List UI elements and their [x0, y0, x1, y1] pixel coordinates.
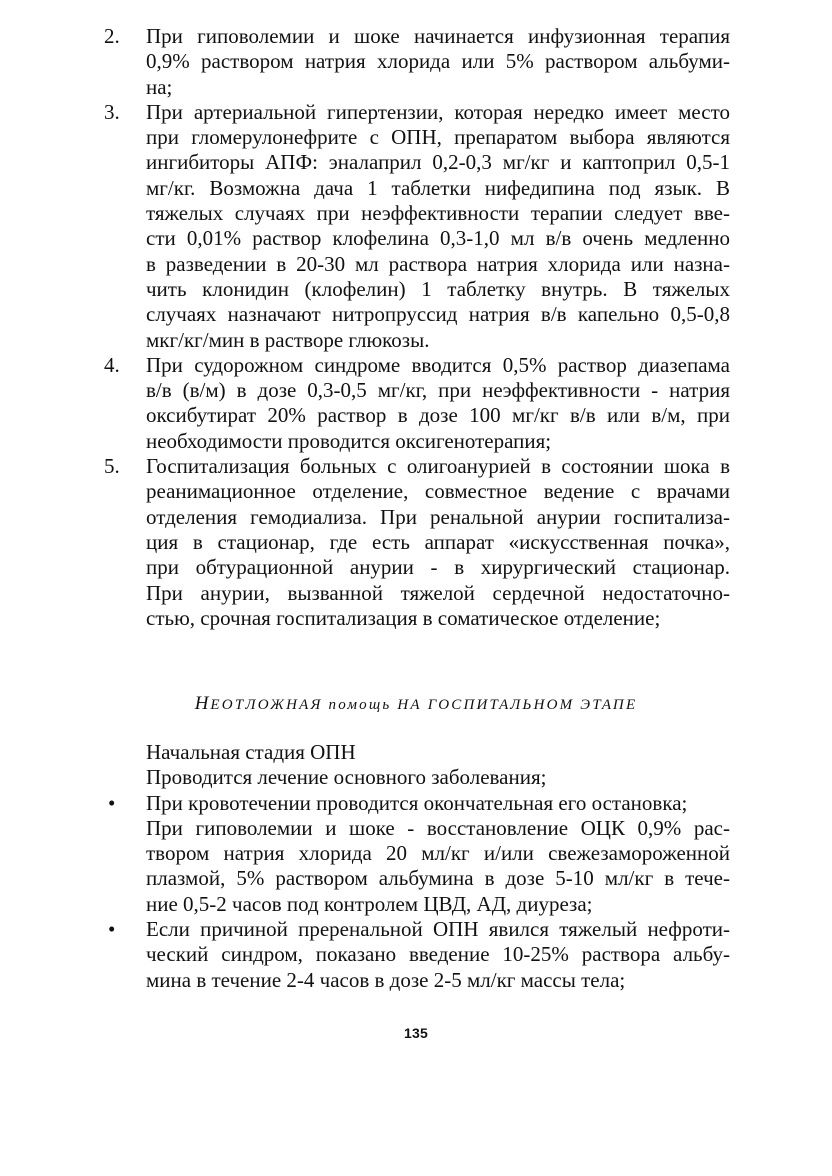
stage-intro: Проводится лечение основного заболевания; — [146, 765, 547, 790]
text-line: в/в (в/м) в дозе 0,3-0,5 мг/кг, при неэффективности - натрия — [146, 378, 730, 403]
text-line: реанимационное отделение, совместное ведение с врачами — [146, 479, 730, 504]
hospital-stage-block — [104, 740, 730, 993]
text-line: При гиповолемии и шоке - восстановление ОЦК 0,9% рас- — [146, 815, 730, 840]
list-marker: 4. — [104, 352, 120, 377]
text-line: плазмой, 5% раствором альбумина в дозе 5-10 мл/кг в тече- — [146, 866, 730, 891]
bullet-item-2 — [104, 917, 730, 993]
list-item-text — [146, 100, 730, 353]
text-line: случаях назначают нитропруссид натрия в/в капельно 0,5-0,8 — [146, 302, 730, 327]
text-line: ние 0,5-2 часов под контролем ЦВД, АД, диуреза; — [146, 891, 593, 916]
list-marker: 2. — [104, 24, 120, 48]
text-line: отделения гемодиализа. При ренальной анурии госпитализа- — [146, 504, 730, 529]
text-line: тяжелых случаях при неэффективности терапии следует вве- — [146, 201, 730, 226]
bullet-marker: • — [108, 917, 116, 942]
list-item-text — [146, 454, 730, 631]
text-line: чить клонидин (клофелин) 1 таблетку внутрь. В тяжелых — [146, 276, 730, 301]
section-heading — [0, 694, 832, 715]
text-line: необходимости проводится оксигенотерапия; — [146, 428, 552, 453]
heading-part-2: помощь — [328, 697, 392, 713]
text-line: 0,9% раствором натрия хлорида или 5% раствором альбуми- — [146, 49, 730, 74]
text-line: мина в течение 2-4 часов в дозе 2-5 мл/кг массы тела; — [146, 967, 626, 992]
list-item-5 — [104, 454, 730, 631]
text-line: на; — [146, 74, 173, 99]
text-line: Если причиной преренальной ОПН явился тяжелый нефроти- — [146, 917, 730, 942]
heading-part-3: НА ГОСПИТАЛЬНОМ ЭТАПЕ — [397, 697, 638, 713]
text-line: оксибутират 20% раствор в дозе 100 мг/кг в/в или в/м, при — [146, 403, 730, 428]
bullet-marker: • — [108, 790, 116, 815]
text-line: При судорожном синдроме вводится 0,5% раствор диазепама — [146, 352, 730, 377]
numbered-list — [104, 24, 730, 631]
text-line: ция в стационар, где есть аппарат «искусственная почка», — [146, 529, 730, 554]
page-number: 135 — [404, 1025, 428, 1041]
list-item-3 — [104, 100, 730, 353]
text-line: твором натрия хлорида 20 мл/кг и/или свежезамороженной — [146, 841, 730, 866]
text-line: При анурии, вызванной тяжелой сердечной недостаточно- — [146, 580, 730, 605]
list-item-text — [146, 24, 730, 100]
text-line: при гломерулонефрите с ОПН, препаратом выбора являются — [146, 125, 730, 150]
stage-title: Начальная стадия ОПН — [146, 740, 356, 764]
heading-part-1: ЕОТЛОЖНАЯ — [210, 697, 323, 713]
list-marker: 5. — [104, 454, 120, 479]
text-line: мг/кг. Возможна дача 1 таблетки нифедипина под язык. В — [146, 175, 730, 200]
list-item-text — [146, 353, 730, 454]
continuation-paragraph — [104, 816, 730, 917]
text-line: При артериальной гипертензии, которая нередко имеет место — [146, 99, 730, 124]
bullet-item-1 — [104, 791, 730, 816]
bullet-text — [146, 917, 730, 993]
text-line: сти 0,01% раствор клофелина 0,3-1,0 мл в/в очень медленно — [146, 226, 730, 251]
text-line: При гиповолемии и шоке начинается инфузионная терапия — [146, 24, 730, 48]
text-line: ингибиторы АПФ: эналаприл 0,2-0,3 мг/кг и каптоприл 0,5-1 — [146, 150, 730, 175]
list-item-2 — [104, 24, 730, 100]
text-line: При кровотечении проводится окончательная его остановка; — [146, 790, 688, 815]
text-line: ческий синдром, показано введение 10-25% раствора альбу- — [146, 942, 730, 967]
bullet-text — [146, 791, 730, 816]
list-marker: 3. — [104, 99, 120, 124]
text-line: Госпитализация больных с олигоанурией в состоянии шока в — [146, 454, 730, 479]
text-line: мкг/кг/мин в растворе глюкозы. — [146, 327, 430, 352]
text-line: при обтурационной анурии - в хирургический стационар. — [146, 555, 730, 580]
list-item-4 — [104, 353, 730, 454]
heading-initial: Н — [194, 693, 211, 714]
text-line: стью, срочная госпитализация в соматическое отделение; — [146, 605, 661, 630]
text-line: в разведении в 20-30 мл раствора натрия хлорида или назна- — [146, 251, 730, 276]
